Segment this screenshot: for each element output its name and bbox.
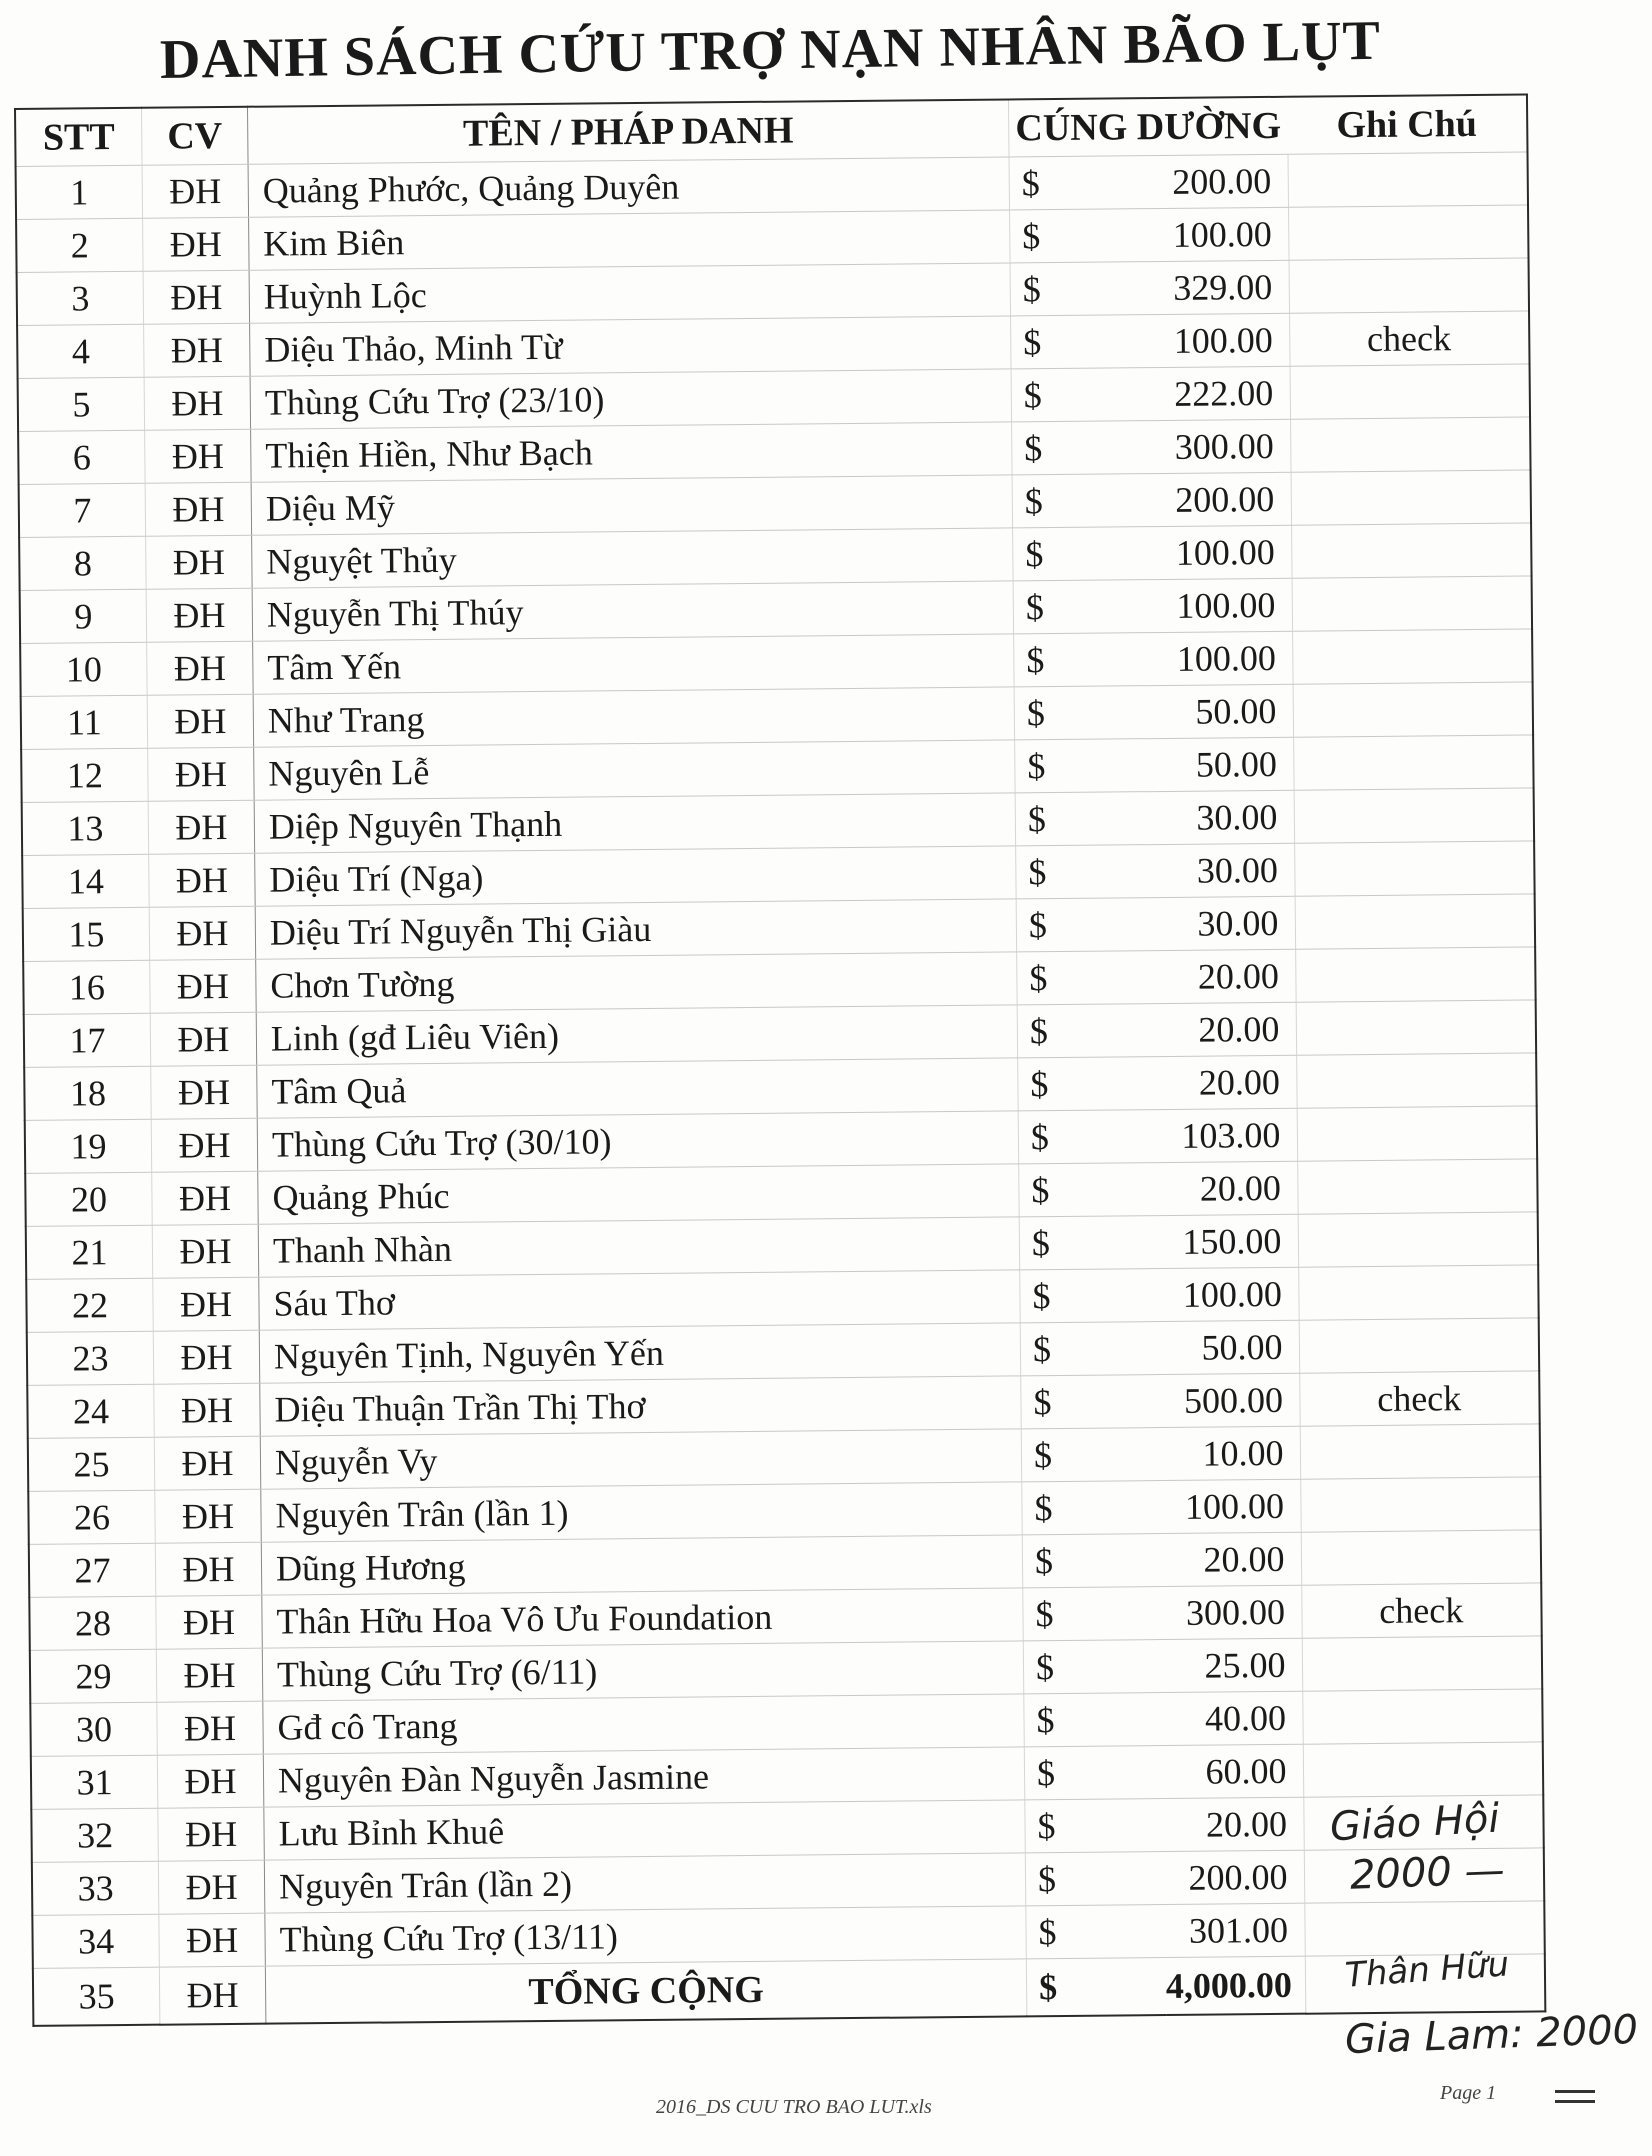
- row-note: [1291, 470, 1531, 525]
- row-amount: 300.00: [1151, 419, 1291, 473]
- row-stt: 26: [28, 1490, 155, 1544]
- row-name: Nguyên Trân (lần 1): [261, 1482, 1022, 1542]
- row-cv: ĐH: [153, 1277, 260, 1331]
- row-currency: $: [1023, 1587, 1163, 1641]
- row-note: [1297, 1159, 1537, 1214]
- row-currency: $: [1024, 1693, 1164, 1747]
- row-cv: ĐH: [150, 1012, 257, 1066]
- row-currency: $: [1021, 1375, 1161, 1429]
- handwritten-note-3: Thân Hữu: [1343, 1944, 1511, 1996]
- row-name: Nguyên Trân (lần 2): [264, 1853, 1025, 1913]
- row-note: [1293, 735, 1533, 790]
- row-note: [1290, 364, 1530, 419]
- row-currency: $: [1014, 633, 1154, 687]
- row-currency: $: [1023, 1640, 1163, 1694]
- row-amount: 103.00: [1157, 1108, 1297, 1162]
- row-note: [1297, 1106, 1537, 1161]
- row-cv: ĐH: [152, 1224, 259, 1278]
- row-note: [1292, 629, 1532, 684]
- row-stt: 20: [25, 1172, 152, 1226]
- row-name: Linh (gđ Liêu Viên): [256, 1005, 1017, 1065]
- total-currency: $: [1026, 1958, 1166, 2017]
- row-currency: $: [1016, 845, 1156, 899]
- row-note: [1295, 894, 1535, 949]
- row-stt: 34: [32, 1914, 159, 1968]
- row-name: Thùng Cứu Trợ (30/10): [257, 1111, 1018, 1171]
- row-stt: 2: [16, 218, 143, 272]
- row-note: [1298, 1212, 1538, 1267]
- row-amount: 100.00: [1161, 1479, 1301, 1533]
- row-currency: $: [1022, 1481, 1162, 1535]
- row-cv: ĐH: [149, 853, 256, 907]
- row-note: [1303, 1742, 1543, 1797]
- row-note: [1301, 1530, 1541, 1585]
- row-amount: 30.00: [1155, 896, 1295, 950]
- row-stt: 21: [26, 1225, 153, 1279]
- row-amount: 200.00: [1165, 1850, 1305, 1904]
- row-currency: $: [1010, 209, 1150, 263]
- row-amount: 30.00: [1155, 843, 1295, 897]
- donation-table-wrap: [14, 93, 1546, 2035]
- row-currency: $: [1012, 421, 1152, 475]
- row-currency: $: [1015, 739, 1155, 793]
- header-amount: CÚNG DƯỜNG: [1008, 97, 1287, 157]
- row-cv: ĐH: [148, 747, 255, 801]
- row-cv: ĐH: [159, 1913, 266, 1967]
- handwritten-note-2: 2000 —: [1349, 1847, 1506, 1899]
- row-name: Chơn Tường: [256, 952, 1017, 1012]
- row-name: Diệp Nguyên Thạnh: [254, 793, 1015, 853]
- row-amount: 40.00: [1163, 1691, 1303, 1745]
- row-amount: 200.00: [1148, 154, 1288, 208]
- handwritten-note-4: Gia Lam: 2000: [1344, 2006, 1639, 2064]
- row-note: check: [1289, 311, 1529, 366]
- row-note: [1293, 682, 1533, 737]
- row-currency: $: [1016, 898, 1156, 952]
- row-cv: ĐH: [149, 906, 256, 960]
- row-cv: ĐH: [155, 1489, 262, 1543]
- row-name: Kim Biên: [249, 210, 1010, 270]
- row-amount: 20.00: [1157, 1055, 1297, 1109]
- row-currency: $: [1015, 792, 1155, 846]
- row-cv: ĐH: [157, 1754, 264, 1808]
- row-currency: $: [1025, 1799, 1165, 1853]
- row-cv: ĐH: [146, 535, 253, 589]
- row-stt: 33: [32, 1861, 159, 1915]
- row-stt: 11: [21, 695, 148, 749]
- row-currency: $: [1022, 1534, 1162, 1588]
- row-amount: 100.00: [1149, 207, 1289, 261]
- row-stt: 32: [31, 1808, 158, 1862]
- row-name: Quảng Phước, Quảng Duyên: [248, 157, 1009, 217]
- row-stt: 9: [20, 589, 147, 643]
- row-stt: 28: [29, 1596, 156, 1650]
- row-note: [1302, 1636, 1542, 1691]
- row-cv: ĐH: [156, 1595, 263, 1649]
- row-cv: ĐH: [156, 1648, 263, 1702]
- row-cv: ĐH: [144, 376, 251, 430]
- row-stt: 14: [22, 854, 149, 908]
- row-currency: $: [1024, 1746, 1164, 1800]
- row-name: Thùng Cứu Trợ (6/11): [262, 1641, 1023, 1701]
- row-name: Nguyễn Vy: [260, 1429, 1021, 1489]
- row-amount: 300.00: [1162, 1585, 1302, 1639]
- row-currency: $: [1017, 951, 1157, 1005]
- row-note: [1300, 1477, 1540, 1532]
- row-amount: 20.00: [1164, 1797, 1304, 1851]
- row-amount: 500.00: [1160, 1373, 1300, 1427]
- row-cv: ĐH: [158, 1807, 265, 1861]
- row-currency: $: [1020, 1322, 1160, 1376]
- row-stt: 24: [27, 1384, 154, 1438]
- row-note: [1298, 1265, 1538, 1320]
- row-currency: $: [1020, 1269, 1160, 1323]
- row-currency: $: [1019, 1216, 1159, 1270]
- row-note: [1288, 152, 1528, 207]
- row-stt: 19: [25, 1119, 152, 1173]
- row-currency: $: [1018, 1057, 1158, 1111]
- row-name: Lưu Bỉnh Khuê: [264, 1800, 1025, 1860]
- row-stt: 23: [27, 1331, 154, 1385]
- donation-table: [14, 93, 1546, 2026]
- row-stt: 30: [30, 1702, 157, 1756]
- row-name: Tâm Quả: [257, 1058, 1018, 1118]
- row-name: Huỳnh Lộc: [249, 263, 1010, 323]
- row-currency: $: [1019, 1163, 1159, 1217]
- row-cv: ĐH: [145, 429, 252, 483]
- row-name: Nguyên Tịnh, Nguyên Yến: [259, 1323, 1020, 1383]
- row-name: Thân Hữu Hoa Vô Ưu Foundation: [262, 1588, 1023, 1648]
- row-note: [1289, 258, 1529, 313]
- row-note: [1294, 788, 1534, 843]
- row-cv: ĐH: [150, 959, 257, 1013]
- row-stt: 15: [23, 907, 150, 961]
- row-name: Thùng Cứu Trợ (23/10): [250, 369, 1011, 429]
- handwritten-equals-mark: [1555, 2090, 1595, 2093]
- row-name: Nguyên Lễ: [254, 740, 1015, 800]
- row-note: [1291, 523, 1531, 578]
- row-amount: 100.00: [1150, 313, 1290, 367]
- row-name: Nguyên Đàn Nguyễn Jasmine: [263, 1747, 1024, 1807]
- row-name: Nguyệt Thủy: [252, 528, 1013, 588]
- row-name: Dũng Hương: [261, 1535, 1022, 1595]
- row-cv: ĐH: [152, 1171, 259, 1225]
- row-cv: ĐH: [157, 1701, 264, 1755]
- handwritten-note-1: Giáo Hội: [1328, 1795, 1501, 1851]
- row-cv: ĐH: [154, 1436, 261, 1490]
- row-amount: 10.00: [1160, 1426, 1300, 1480]
- row-stt: 27: [29, 1543, 156, 1597]
- row-stt: 10: [20, 642, 147, 696]
- row-note: check: [1301, 1583, 1541, 1638]
- row-note: [1296, 1000, 1536, 1055]
- row-stt: 13: [22, 801, 149, 855]
- row-cv: ĐH: [155, 1542, 262, 1596]
- row-amount: 200.00: [1151, 472, 1291, 526]
- row-name: Sáu Thơ: [259, 1270, 1020, 1330]
- row-note: check: [1299, 1371, 1539, 1426]
- row-stt: 6: [18, 430, 145, 484]
- row-amount: 20.00: [1161, 1532, 1301, 1586]
- row-currency: $: [1021, 1428, 1161, 1482]
- row-note: [1302, 1689, 1542, 1744]
- row-cv: ĐH: [147, 641, 254, 695]
- row-stt: 12: [21, 748, 148, 802]
- row-stt: 25: [28, 1437, 155, 1491]
- row-cv: ĐH: [154, 1383, 261, 1437]
- row-name: Quảng Phúc: [258, 1164, 1019, 1224]
- row-name: Thùng Cứu Trợ (13/11): [265, 1906, 1026, 1966]
- row-stt: 31: [31, 1755, 158, 1809]
- row-cv: ĐH: [151, 1118, 258, 1172]
- total-cv: ĐH: [159, 1966, 266, 2025]
- row-cv: ĐH: [148, 800, 255, 854]
- row-note: [1295, 947, 1535, 1002]
- row-name: Diệu Thuận Trần Thị Thơ: [260, 1376, 1021, 1436]
- row-amount: 50.00: [1154, 737, 1294, 791]
- row-stt: 3: [17, 271, 144, 325]
- row-currency: $: [1009, 156, 1149, 210]
- row-amount: 100.00: [1152, 525, 1292, 579]
- row-stt: 5: [18, 377, 145, 431]
- header-cv: CV: [142, 107, 249, 166]
- row-note: [1290, 417, 1530, 472]
- row-amount: 50.00: [1159, 1320, 1299, 1374]
- row-currency: $: [1013, 527, 1153, 581]
- row-cv: ĐH: [143, 270, 250, 324]
- row-name: Tâm Yến: [253, 634, 1014, 694]
- row-stt: 7: [19, 483, 146, 537]
- row-note: [1292, 576, 1532, 631]
- row-note: [1300, 1424, 1540, 1479]
- row-currency: $: [1011, 315, 1151, 369]
- row-amount: 222.00: [1150, 366, 1290, 420]
- total-label: TỔNG CỘNG: [265, 1959, 1027, 2024]
- row-name: Gđ cô Trang: [263, 1694, 1024, 1754]
- total-stt: 35: [33, 1967, 160, 2026]
- row-note: [1294, 841, 1534, 896]
- row-amount: 20.00: [1158, 1161, 1298, 1215]
- row-name: Diệu Thảo, Minh Từ: [250, 316, 1011, 376]
- row-cv: ĐH: [153, 1330, 260, 1384]
- row-name: Như Trang: [253, 687, 1014, 747]
- header-stt: STT: [15, 108, 142, 167]
- row-stt: 29: [30, 1649, 157, 1703]
- row-currency: $: [1012, 474, 1152, 528]
- row-cv: ĐH: [158, 1860, 265, 1914]
- row-amount: 60.00: [1164, 1744, 1304, 1798]
- row-amount: 30.00: [1154, 790, 1294, 844]
- row-stt: 16: [23, 960, 150, 1014]
- row-cv: ĐH: [144, 323, 251, 377]
- row-currency: $: [1025, 1852, 1165, 1906]
- footer-filename: 2016_DS CUU TRO BAO LUT.xls: [656, 2096, 932, 2118]
- row-amount: 25.00: [1163, 1638, 1303, 1692]
- row-amount: 329.00: [1149, 260, 1289, 314]
- row-cv: ĐH: [142, 164, 249, 218]
- row-cv: ĐH: [147, 694, 254, 748]
- row-stt: 4: [17, 324, 144, 378]
- row-stt: 8: [19, 536, 146, 590]
- row-name: Diệu Mỹ: [251, 475, 1012, 535]
- row-cv: ĐH: [151, 1065, 258, 1119]
- row-note: [1296, 1053, 1536, 1108]
- row-amount: 150.00: [1158, 1214, 1298, 1268]
- row-currency: $: [1017, 1004, 1157, 1058]
- row-note: [1304, 1901, 1544, 1956]
- row-note: [1299, 1318, 1539, 1373]
- row-name: Thanh Nhàn: [258, 1217, 1019, 1277]
- row-cv: ĐH: [146, 588, 253, 642]
- row-amount: 50.00: [1153, 684, 1293, 738]
- row-stt: 22: [26, 1278, 153, 1332]
- row-name: Thiện Hiền, Như Bạch: [251, 422, 1012, 482]
- row-name: Nguyễn Thị Thúy: [252, 581, 1013, 641]
- row-cv: ĐH: [145, 482, 252, 536]
- row-name: Diệu Trí (Nga): [255, 846, 1016, 906]
- row-currency: $: [1010, 262, 1150, 316]
- footer-page-number: Page 1: [1440, 2082, 1497, 2104]
- row-stt: 17: [24, 1013, 151, 1067]
- header-note: Ghi Chú: [1287, 94, 1528, 154]
- row-stt: 18: [24, 1066, 151, 1120]
- table-body: [16, 152, 1546, 2026]
- row-cv: ĐH: [143, 217, 250, 271]
- header-name: TÊN / PHÁP DANH: [247, 99, 1009, 164]
- row-amount: 20.00: [1156, 1002, 1296, 1056]
- row-currency: $: [1011, 368, 1151, 422]
- document-title: DANH SÁCH CỨU TRỢ NẠN NHÂN BÃO LỤT: [159, 9, 1382, 91]
- row-amount: 100.00: [1152, 578, 1292, 632]
- row-currency: $: [1013, 580, 1153, 634]
- row-currency: $: [1018, 1110, 1158, 1164]
- row-amount: 20.00: [1156, 949, 1296, 1003]
- row-amount: 100.00: [1153, 631, 1293, 685]
- row-currency: $: [1014, 686, 1154, 740]
- row-currency: $: [1026, 1905, 1166, 1959]
- row-stt: 1: [16, 165, 143, 219]
- row-amount: 100.00: [1159, 1267, 1299, 1321]
- total-amount: 4,000.00: [1166, 1956, 1306, 2015]
- row-name: Diệu Trí Nguyễn Thị Giàu: [255, 899, 1016, 959]
- row-note: [1288, 205, 1528, 260]
- row-amount: 301.00: [1165, 1903, 1305, 1957]
